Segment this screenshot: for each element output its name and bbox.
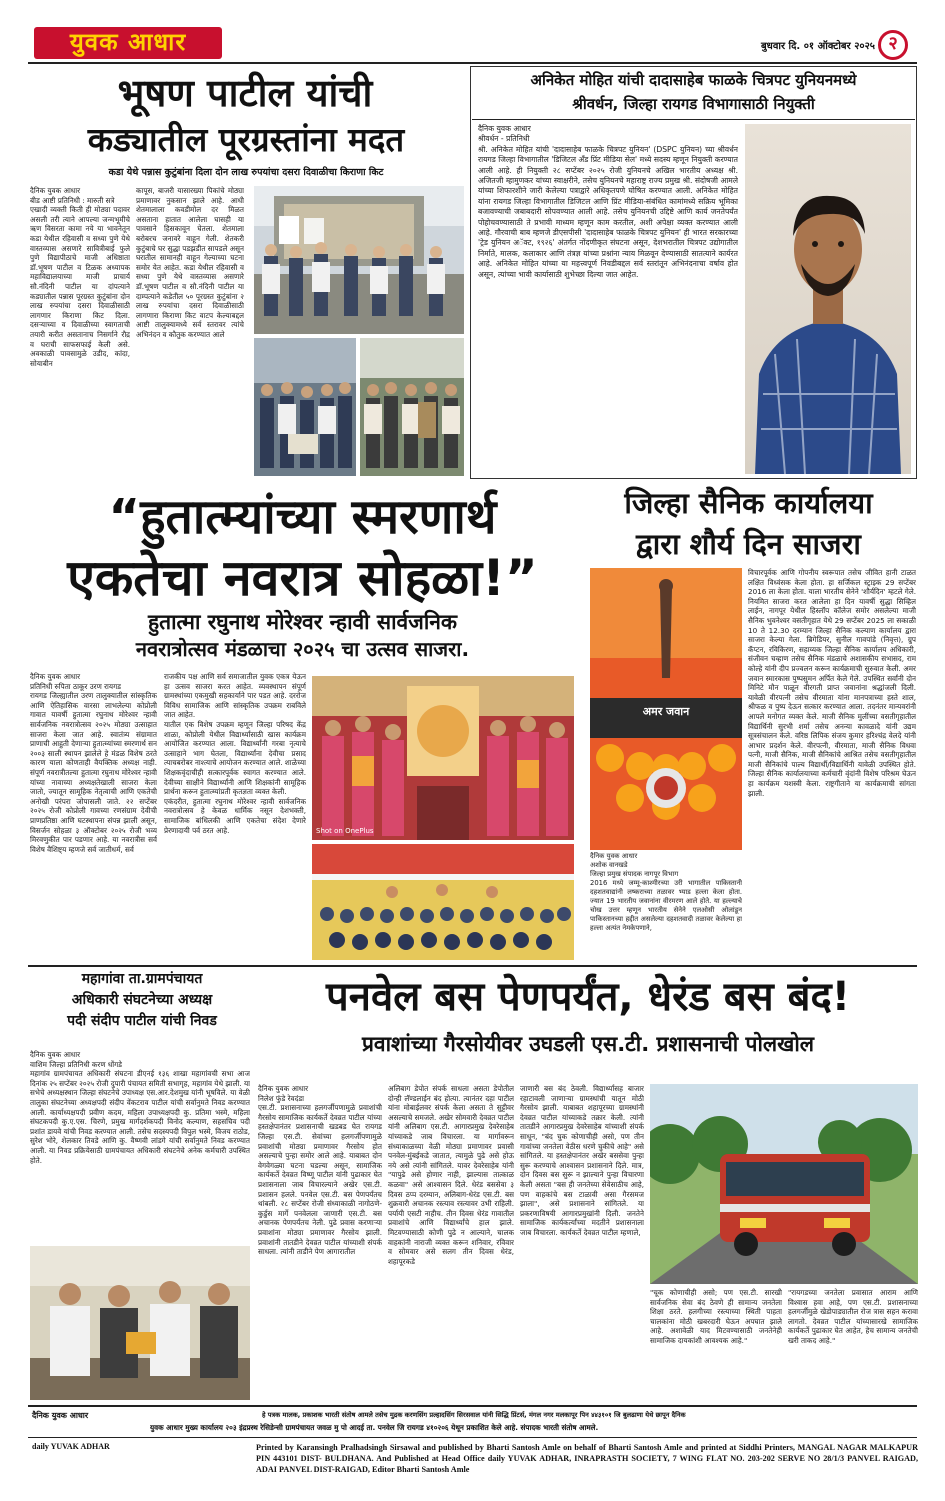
newspaper-logo: युवक आधार bbox=[34, 27, 222, 59]
story1-headline-line2: कड्यातील पूरग्रस्तांना मदत bbox=[87, 120, 405, 159]
masthead-rule bbox=[28, 62, 917, 64]
story3-col1: दैनिक युवक आधार प्रतिनिधी रुपिता ठाकूर उरण रायगड रायगड जिल्ह्यातील उरण तालुक्यातील सांस्कृतिक आणि ऐतिहासिक वारसा लाभलेल्या कोप्रोली गावात यावर्षी हुतात्मा रघुनाथ मोरेश्वर न्हावी सार्वजनिक नवरात्रोत्सव २०२५ मोठ्या उत्साहात साजरा केला जात आहे. स्वातंत्र्य संग्रामात प्राणाची आहुती देणाऱ्या हुतात्म्यांच्या स्मरणार्थ सन २००३ साली स्थापन झालेले हे मंडळ विशेष ठरते कारण याला कोणताही वैयक्तिक अध्यक्ष नाही. संपूर्ण नवरात्रीतल्या हुतात्मा रघुनाथ मोरेश्वर न्हावी यांच्या नावाच्या अध्यक्षतेखाली साजरा केला जातो, ज्यातून सामूहिक नेतृत्वाची आणि एकतेची अनोखी परंपरा जोपासली जाते. २२ सप्टेंबर २०२५ रोजी कोप्रोली गावच्या रणसंग्राम देवीची प्राणप्रतिष्ठा आणि घटस्थापना संपन्न झाली असून, विसर्जन सोहळा ३ ऑक्टोबर २०२५ रोजी भव्य मिरवणुकीत पार पडणार आहे. या नवरात्रीस सर्व विशेष वैशिष्ट्य म्हणजे सर्व जातीधर्म, सर्व bbox=[30, 672, 157, 854]
story4-caption: दैनिक युवक आधार अशोक वानखडे जिल्हा प्रमुख संपादक नागपूर विभाग 2016 मध्ये जम्मू-काश्मीरच्या उरी भागातील पाकिस्तानी दहशतवाद्यांनी लष्कराच्या तळावर भ्याड हल्ला केला होता. ज्यात 19 भारतीय जवानांना वीरमरण आले होते. या हल्ल्याचे चोख उत्तर म्हणून भारतीय सेनेने एलओसी ओलांडून पाकिस्तानच्या हद्दीत असलेल्या दहशतवादी तळावर केलेल्या हा हल्ला अत्यंत नेमकेपणाने, bbox=[590, 852, 742, 932]
story4-body: विचारपूर्वक आणि गोपनीय स्वरूपात तसेच जीवित हानी टाळत लक्षित विध्वंसक केला होता. हा सर्जिकल स्ट्राइक 29 सप्टेंबर 2016 ला केला होता. याला भारतीय सेनेने 'शौर्यदिन' म्हटले गेले. नियमित साजरा करत आलेला हा दिन यावर्षी सुद्धा सिव्हिल लाईन, नागपूर येथील हिस्लॉप कॉलेज समोर असलेल्या माजी सैनिक भुवनेश्वर वसतीगृहात येथे 29 सप्टेंबर 2025 ला सकाळी 10 ते 12.30 दरम्यान जिल्हा सैनिक कल्याण कार्यालय द्वारा साजरा केल्या गेला. ब्रिगेडियर, सुनील गावपांडे (निवृत्त), ग्रुप कॅप्टन, रविकिरण, सहाय्यक जिल्हा सैनिक कार्यालय अधिकारी, संजीवन चव्हाण तसेच सैनिक मंडळाचे अशासकीय सभासद, राम कोल्हे यांनी दीप प्रज्वलन करून कार्यक्रमाची सुरुवात केली. अमर जवान स्मारकास पुष्पसुमन अर्पित केले गेले. उपस्थित सर्वांनी दोन मिनिटे मौन पाळून वीरगती प्राप्त जवानांना श्रद्धांजली दिली. यावेळी वीरपत्नी तसेच वीरमाता यांना मानपत्राच्या हस्ते शाल, श्रीफळ व पुष्प देऊन सत्कार करण्यात आला. तदनंतर मान्यवरांनी आपले मनोगत व्यक्त केले. माजी सैनिक मुलींच्या वसतीगृहातील विद्यार्थिनी सुरभी शर्मा तसेच अनन्या कावळादे यांनी उद्यम सूत्रसंचालन केले. वरिष्ठ लिपिक संजय कुमार हरिश्चंद्र वेलदे यांनी आभार प्रदर्शन केले. वीरपत्नी, वीरमाता, माजी सैनिक विधवा पत्नी, माजी सैनिक, माजी सैनिकांचे आश्रित तसेच वसतीगृहातील माजी सैनिकांचे पाल्य विद्यार्थी/विद्यार्थिनी यावेळी उपस्थित होते. जिल्हा सैनिक कार्यालयाच्या कर्मचारी वृंदांनी विशेष परिश्रम घेऊन हा कार्यक्रम यशस्वी केला. राष्ट्रगीताने या कार्यक्रमाची सांगता झाली. bbox=[748, 568, 916, 798]
story2-rule bbox=[472, 119, 915, 120]
story5-felicitation-photo bbox=[30, 1246, 250, 1400]
story6-col1: दैनिक युवक आधार निलेश फुंडे रेवदंडा एस.टी. प्रशासनाच्या हलगर्जीपणामुळे प्रवाशांची गैरसोय सामाजिक कार्यकर्ते देवव्रत पाटील यांच्या हस्तक्षेपानंतर प्रशासनाची खडबड घेत रायगड जिल्हा एस.टी. सेवांच्या हलगर्जीपणामुळे प्रवाशांची मोठ्या प्रमाणावर गैरसोय होत असल्याचे पुन्हा समोर आले आहे. याबाबत दोन वेगवेगळ्या घटना घडल्या असून, सामाजिक कार्यकर्ते देवव्रत विष्णू पाटील यांनी पुढाकार घेत प्रशासनाला जाब विचारल्याने अखेर एस.टी. प्रशासन हलले. पनवेल एस.टी. बस पेणपर्यंतच थांबली. २८ सप्टेंबर रोजी संध्याकाळी नागोठणे-कुर्डुस मार्गे पनवेलला जाणारी एस.टी. बस अचानक पेणपर्यंतच नेली. पुढे प्रवास करणाऱ्या प्रवाशांना मोठ्या प्रमाणावर गैरसोय झाली. प्रवाशांनी तातडीने देवव्रत पाटील यांच्याशी संपर्क साधला. त्यांनी ताडीने पेण आगारातील bbox=[258, 1084, 382, 1257]
story1-photo-truck bbox=[254, 186, 464, 334]
story2-body: दैनिक युवक आधार श्रीवर्धन - प्रतिनिधी श्री. अनिकेत मोहित यांची 'दादासाहेब फाळके चित्रपट युनियन' (DSPC युनियन) च्या श्रीवर्धन रायगड जिल्हा विभागातील 'डिजिटल अँड प्रिंट मीडिया सेल' मध्ये सदस्य म्हणून नियुक्ती करण्यात आली आहे. ही नियुक्ती २८ सप्टेंबर २०२५ रोजी युनियनचे अखिल भारतीय अध्यक्ष श्री. अजितजी म्हामुणकर यांच्या स्वाक्षरीने, तसेच युनियनचे महाराष्ट्र राज्य प्रमुख श्री. संदोषजी आमले यांच्या शिफारशीने जारी केलेल्या पत्राद्वारे अधिकृतपणे घोषित करण्यात आली. अनिकेत मोहित यांना रायगड जिल्हा विभागातील डिजिटल आणि प्रिंट मीडिया-संबंधित कामांमध्ये सक्रिय भूमिका बजावण्याची जबाबदारी सोपवण्यात आली आहे. तसेच युनियनची उद्दिष्टे आणि कार्य जनतेपर्यंत पोहोचवण्यासाठी ते प्रभावी माध्यम म्हणून काम करतील, अशी अपेक्षा व्यक्त करण्यात आली आहे. गौरवाची बाब म्हणजे डीएसपीसी 'दादासाहेब फाळके चित्रपट युनियन' ही भारत सरकारच्या 'ट्रेड युनियन अॅक्ट, १९२६' अंतर्गत नोंदणीकृत संघटना असून, देशभरातील चित्रपट उद्योगातील निर्माते, मालक, कलाकार आणि तंत्रज्ञ यांच्या प्रश्नांना न्याय मिळवून देण्यासाठी सातत्याने कार्यरत आहे. अनिकेत मोहित यांच्या या महत्त्वपूर्ण निवडीबद्दल सर्व स्तरांतून अभिनंदनाचा वर्षाव होत असून, त्यांच्या भावी कार्यासाठी शुभेच्छा दिल्या जात आहेत. bbox=[478, 124, 738, 279]
story6-subhead: प्रवाशांच्या गैरसोयीवर उघडली एस.टी. प्रशासनाची पोलखोल bbox=[361, 1032, 814, 1056]
story6-caption-right: "रायगडच्या जनतेला प्रवासात आराम आणि विश्वास हवा आहे, पण एस.टी. प्रशासनाच्या हलगर्जीमुळे खेडोपाड्यातील रोज त्रास सहन करावा लागतो. देवव्रत पाटील यांच्यासारखे सामाजिक कार्यकर्ते पुढाकार घेत आहेत, हेच सामान्य जनतेची खरी ताकद आहे." bbox=[788, 1288, 918, 1345]
story1-subhead: कडा येथे पन्नास कुटुंबांना दिला दोन लाख रुपयांचा दसरा दिवाळीचा किराणा किट bbox=[108, 167, 384, 178]
story4-headline-line2: द्वारा शौर्य दिन साजरा bbox=[636, 527, 861, 561]
story6-col3: जाणारी बस बंद ठेवली. विद्यार्थ्यांसह बाजार रहाटावली जाणाऱ्या ग्रामस्थांची यातून मोठी गैरसोय झाली. याबाबत शहापूरच्या ग्रामस्थांनी देवव्रत पाटील यांच्याकडे तक्रार केली. त्यांनी तातडीने आगारप्रमुख देवरेसाहेब यांच्याशी संपर्क साधून, "बंद चुक कोणाचीही असो, पण तीन गावांच्या जनतेला वेठीस धरणे चुकीचे आहे" असे सांगितले. या हस्तक्षेपानंतर अखेर बससेवा पुन्हा सुरू करण्याचे आश्वासन प्रशासनाने दिले. मात्र, दोन दिवस बस सुरू न झाल्याने पुन्हा विचारणा केली असता "बस ही जनतेच्या सेवेसाठीच आहे, पण वाहकांचे बस टाळावी असा गैरसमज झाला", असे प्रशासनाने सांगितले. या प्रकरणाविषयी आगारप्रमुखांनी दिली. जनतेने सामाजिक कार्यकर्त्यांच्या मदतीने प्रशासनाला जाब विचारला. कार्यकर्ते देवव्रत पाटील म्हणाले, bbox=[520, 1084, 644, 1237]
story6-headline: पनवेल बस पेणपर्यंत, धेरंड बस बंद! bbox=[326, 974, 850, 1020]
imprint-rule-2 bbox=[28, 1437, 917, 1438]
story1-headline-line1: भूषण पाटील यांची bbox=[117, 71, 373, 115]
story5-headline-line3: पदी संदीप पाटील यांची निवड bbox=[67, 1013, 217, 1029]
story5-headline-line2: अधिकारी संघटनेच्या अध्यक्ष bbox=[71, 992, 213, 1008]
page-number: २ bbox=[878, 30, 908, 60]
story3-col2: राजकीय पक्ष आणि सर्व समाजातील युवक एकत्र येऊन हा उत्सव साजरा करत आहेत. व्यवस्थापन संपूर्ण ग्रामस्थांच्या एकमुखी सहकार्याने पार पडत आहे. दररोज विविध सामाजिक आणि सांस्कृतिक उपक्रम राबविले जात आहेत. यातील एक विशेष उपक्रम म्हणून जिल्हा परिषद केंद्र शाळा, कोप्रोली येथील विद्यार्थ्यांसाठी खास कार्यक्रम आयोजित करण्यात आला. विद्यार्थ्यांनी गरबा नृत्याचे उत्साहाने भाग घेतला, विद्यार्थ्यांना देवीचा प्रसाद त्याचबरोबर नाश्त्याचे आयोजन करण्यात आले. शाळेच्या शिक्षकवृंदाचीही सत्कारपूर्वक स्वागत करण्यात आले. देवीच्या साक्षीने विद्यार्थ्यांनी आणि शिक्षकांनी सामूहिक प्रार्थना करून हुतात्म्यांप्रती कृतज्ञता व्यक्त केली. एकंदरीत, हुतात्मा रघुनाथ मोरेश्वर न्हावी सार्वजनिक नवरात्रोत्सव हे केवळ धार्मिक नसून देशभक्ती, सामाजिक बांधिलकी आणि एकतेचा संदेश देणारे प्रेरणादायी पर्व ठरत आहे. bbox=[164, 672, 306, 835]
story1-col2: कापूस, बाजरी यासारख्या पिकांचे मोठ्या प्रमाणावर नुकसान झाले आहे. आधी शेतमालाला कवडीमोल दर मिळत असताना हातात आलेला घासही या पावसाने हिसकावून घेतला. शेतमाला बरोबरच जनावरे वाहून गेली. शेतकरी कुटुंबाचे घर सुद्धा पडझडीत सापडले असून घरातील सामानही वाहून गेल्याच्या घटना समोर येत आहेत. कडा येथील रहिवासी व सध्या पुणे येथे वास्तव्यास असणारे डॉ.भूषण पाटील व सौ.नंदिनी पाटील या दाम्पत्याने कडेतील ५० पूरग्रस्त कुटुंबांना २ लाख रुपयांचा दसरा दिवाळीसाठी लागणारा किराणा किट वाटप केल्याबद्दल आष्टी तालुक्यामध्ये सर्व स्तरावर त्यांचे अभिनंदन व कौतुक करण्यात आले bbox=[136, 186, 244, 339]
story6-bus-photo bbox=[650, 1084, 918, 1284]
imprint-label: दैनिक युवक आधार bbox=[32, 1411, 89, 1420]
story5-body: दैनिक युवक आधार वाशिम जिल्हा प्रतिनिधी करण धोंगडे महागांव ग्रामपंचायत अधिकारी संघटना डीएनई १३६ शाखा महागांवची सभा आज दिनांक २५ सप्टेंबर २०२५ रोजी दुपारी पंचायत समिती सभागृह, महागांव येथे झाली. या सभेचे अध्यक्षस्थान जिल्हा संघटनेचे उपाध्यक्ष एस.आर.देशमुख यांनी भूषविले. या वेळी तालुका संघटनेच्या अध्यक्षपदी संदीप वेंकटराव पाटील यांची सर्वानुमते निवड करण्यात आली. कार्याध्यक्षपदी प्रवीण कदम, महिला उपाध्यक्षपदी कु. प्रतिमा भस्मे, महिला संघटकपदी कु.ए.एस. चिरणे, प्रमुख मार्गदर्शकपदी विनोद कल्याण, सहसचिव पदी प्रशांत डायवे यांची निवड करण्यात आली. तसेच सदस्यपदी विपुल भस्मे, विजय राठोड, सुरेश भोरे, शेलकार तिवडे आणि कु. वैष्णवी लांडगे यांची सर्वानुमते निवड करण्यात आली. या निवड प्रक्रियेसाठी ग्रामपंचायत अधिकारी संघटनेचे अनेक कर्मचारी उपस्थित होते. bbox=[30, 1050, 250, 1165]
story5-headline-line1: महागांवा ता.ग्रामपंचायत bbox=[81, 971, 203, 987]
story3-headline-line1: “हुतात्म्यांच्या स्मरणार्थ bbox=[108, 489, 497, 545]
masthead-date: बुधवार दि. ०१ ऑक्टोबर २०२५ bbox=[760, 41, 875, 52]
story3-photo-school bbox=[312, 844, 574, 960]
mid-rule bbox=[28, 965, 917, 967]
story1-photo-group-left bbox=[254, 338, 356, 476]
story3-photo-watermark: Shot on OnePlus bbox=[316, 827, 374, 835]
story2-headline-line2: श्रीवर्धन, जिल्हा रायगड विभागासाठी नियुक्ती bbox=[572, 95, 815, 113]
story2-portrait-photo bbox=[745, 124, 911, 474]
story4-memorial-text: अमर जवान bbox=[642, 705, 690, 718]
story4-headline-line1: जिल्हा सैनिक कार्यालया bbox=[624, 486, 873, 520]
story3-headline-line2: एकतेचा नवरात्र सोहळा!” bbox=[67, 549, 538, 607]
story6-col2: अलिबाग डेपोत संपर्क साधला असता डेपोतील दोन्ही लॅण्डलाईन बंद होत्या. त्यानंतर दहा पाटील यांना मोबाईलवर संपर्क केला असता ते सुट्टीवर असल्याचे समजले. अखेर सोमवारी देवव्रत पाटील यांनी अलिबाग एस.टी. आगारप्रमुख देवरेसाहेब यांच्याकडे जाब विचारला. या मार्गावरून संध्याकाळच्या वेळी मोठ्या प्रमाणावर प्रवासी पनवेल-मुंबईकडे जातात, त्यामुळे पुढे असे होऊ नये असे त्यांनी सांगितले. यावर देवरेसाहेब यांनी "यापुढे असे होणार नाही, झाल्यास तात्काळ कळवा" असे आश्वासन दिले. धेरंड बससेवा ३ दिवस ठप्प दरम्यान, अलिबाग-धेरंड एस.टी. बस शुक्रवारी अचानक रस्त्याव रस्त्यावर उभी राहिली. पर्यायी एसटी नाहीच. तीन दिवस धेरंड गावातील प्रवाशांचे आणि विद्यार्थ्यांचे हाल झाले. मिटवण्यासाठी कोणी पुढे न आल्याने, चालक वाहकांनी नाराजी व्यक्त करून शनिवार, रविवार व सोमवार असे सलग तीन दिवस धेरंड, शहापूरकडे bbox=[388, 1084, 514, 1266]
story2-headline-line1: अनिकेत मोहित यांची दादासाहेब फाळके चित्रपट युनियनमध्ये bbox=[530, 71, 857, 89]
imprint-rule bbox=[28, 1405, 917, 1407]
imprint-line1: हे पत्रक मालक, प्रकाशक भारती संतोष आमले तसेच मुद्रक करणसिंग प्रल्हादसिंग सिरसवाल यांनी सिद्धि प्रिंटर्स, मंगल नगर मलकापूर पिन ४४३१०१ जि बुलढाणा येथे छापून दैनिक bbox=[262, 1411, 686, 1419]
story1-col1: दैनिक युवक आधार बीड आष्टी प्रतिनिधी : मारुती सत्रे एखादी व्यक्ती किती ही मोठ्या पदावर असली तरी त्याने आपल्या जन्मभूमीचे ऋण विसरता कामा नये या भावनेतून कडा येथील रहिवासी व सध्या पुणे येथे वास्तव्यास असणारे सावित्रीबाई फुले पुणे विद्यापीठाचे माजी अधिष्ठाता डॉ.भूषण पाटील व टिळक अध्यापक महाविद्यालयाच्या माजी प्राचार्य सौ.नंदिनी पाटील या दांपत्याने कड्यातील पन्नास पूरग्रस्त कुटुंबांना दोन लाख रुपयांचा दसरा दिवाळीसाठी लागणार किराणा किट दिला. दसऱ्याच्या व दिवाळीच्या स्वागताची तयारी करीत असतानाच निसर्गाने रौद्र व घराची साफसफाई केली असे. अवकाळी पावसामुळे उडीद, कांदा, सोयाबीन bbox=[30, 186, 130, 368]
story3-photo-stage bbox=[312, 676, 574, 840]
imprint-en-text: Printed by Karansingh Pralhadsingh Sirsawal and published by Bharti Santosh Amle on behalf of Bharti Santosh Amle and printed at Siddhi Printers, MANGAL NAGAR MALKAPUR PIN 443101 DIST- BULDHANA. And Published at Head Office daily YUVAK ADHAR, INRAPRASTH SOCIETY, 7 WING FLAT NO. 203-202 SERVE NO 28/1/3 PANVEL RAIGAD, ADAI PANVEL DIST-RAIGAD, Editor Bharti Santosh Amle bbox=[256, 1443, 918, 1474]
imprint-en-label: daily YUVAK ADHAR bbox=[32, 1442, 110, 1451]
story6-caption-left: "चूक कोणाचीही असो; पण एस.टी. सारखी सार्वजनिक सेवा बंद ठेवणे ही सामान्य जनतेला शिक्षा ठरते. हलगीच्या रस्त्याच्या स्थिती पाहता चालकांना मोठी खबरदारी घेऊन अपघात झाले आहे. अशावेळी याद मिटवण्यासाठी जनतेनेही सामाजिक दायकांशी आवश्यक आहे." bbox=[650, 1288, 782, 1345]
story3-subhead-line2: नवरात्रोत्सव मंडळाचा २०२५ चा उत्सव साजरा. bbox=[135, 637, 470, 661]
story3-subhead-line1: हुतात्मा रघुनाथ मोरेश्वर न्हावी सार्वजनिक bbox=[147, 610, 458, 634]
story1-photo-group-right bbox=[360, 338, 464, 476]
imprint-line2: युवक आधार मुख्य कार्यालय २०३ इंद्रप्रस्थ रेसिडेन्सी ग्रामपंचायत जवळ मु पो आदई ता. पनवेल जि रायगड ४१०२०६ येथून प्रकाशित केले आहे. संपादक भारती संतोष आमले. bbox=[150, 1423, 599, 1432]
